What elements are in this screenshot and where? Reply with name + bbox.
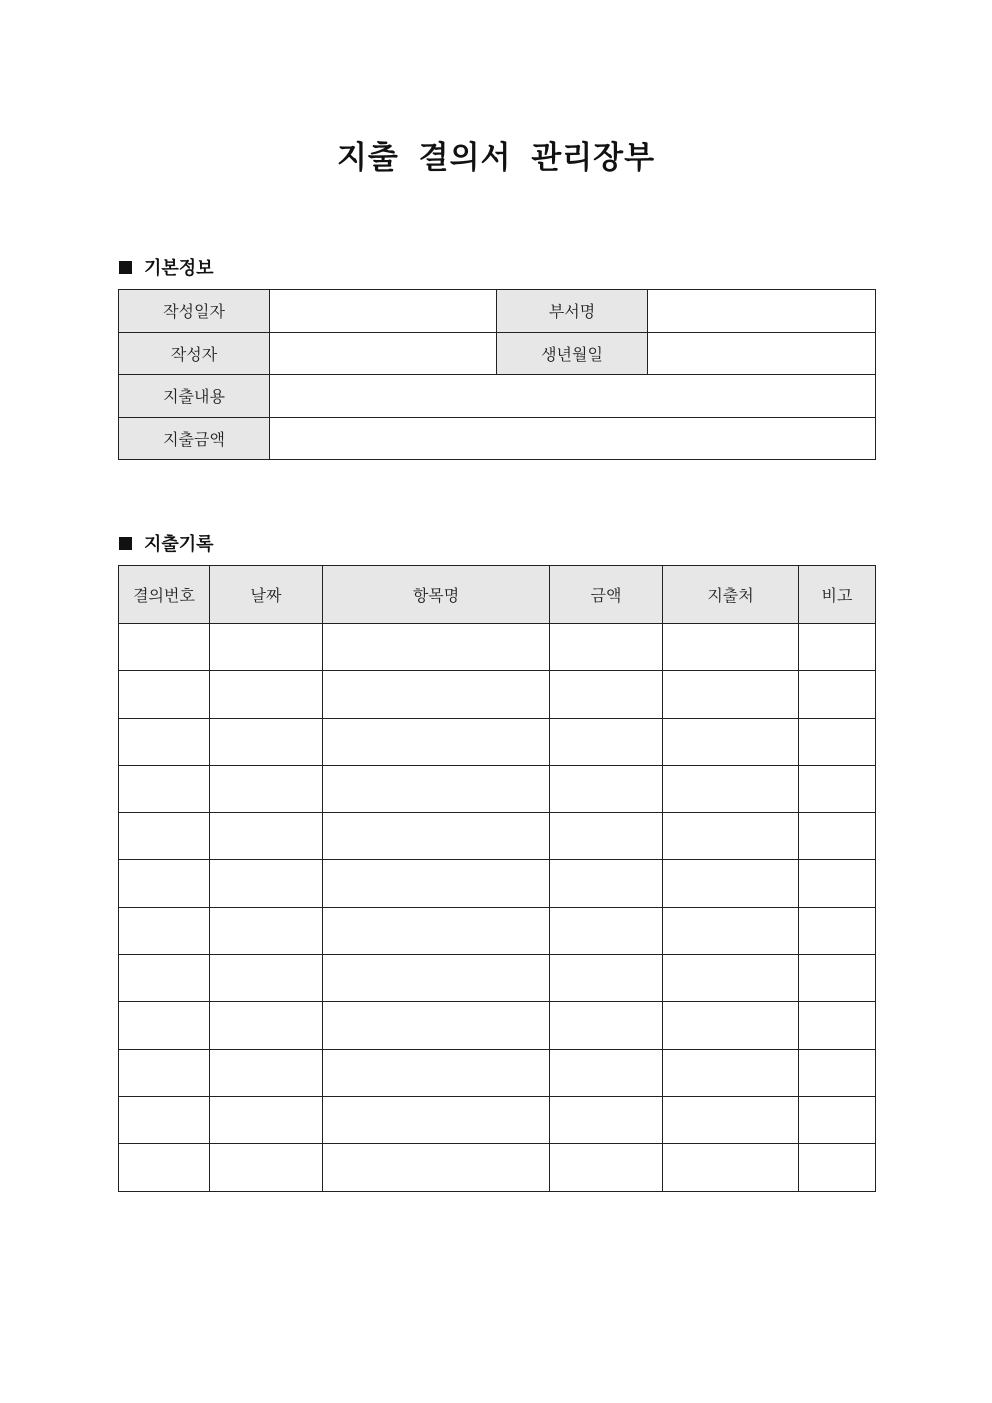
item-name-cell[interactable] xyxy=(323,718,550,765)
remarks-cell[interactable] xyxy=(799,955,876,1002)
payee-cell[interactable] xyxy=(663,1002,799,1049)
table-header-row xyxy=(119,566,876,624)
resolution-number-cell[interactable] xyxy=(119,1096,210,1143)
payee-cell[interactable] xyxy=(663,955,799,1002)
table-row xyxy=(119,332,876,375)
resolution-number-cell[interactable] xyxy=(119,1002,210,1049)
department-field[interactable] xyxy=(648,290,876,333)
table-row xyxy=(119,624,876,671)
author-label: 작성자 xyxy=(119,332,270,375)
item-name-cell[interactable] xyxy=(323,671,550,718)
remarks-cell[interactable] xyxy=(799,907,876,954)
resolution-number-cell[interactable] xyxy=(119,624,210,671)
amount-cell[interactable] xyxy=(550,813,663,860)
remarks-cell[interactable] xyxy=(799,1002,876,1049)
table-row xyxy=(119,718,876,765)
resolution-number-cell[interactable] xyxy=(119,1144,210,1191)
square-bullet-icon xyxy=(119,261,132,274)
column-header-remarks: 비고 xyxy=(799,566,876,624)
date-written-label: 작성일자 xyxy=(119,290,270,333)
item-name-cell[interactable] xyxy=(323,1002,550,1049)
item-name-cell[interactable] xyxy=(323,813,550,860)
date-cell[interactable] xyxy=(210,718,323,765)
item-name-cell[interactable] xyxy=(323,765,550,812)
payee-cell[interactable] xyxy=(663,1096,799,1143)
table-row xyxy=(119,813,876,860)
payee-cell[interactable] xyxy=(663,860,799,907)
basic-info-table xyxy=(118,289,876,460)
item-name-cell[interactable] xyxy=(323,860,550,907)
amount-cell[interactable] xyxy=(550,860,663,907)
remarks-cell[interactable] xyxy=(799,671,876,718)
remarks-cell[interactable] xyxy=(799,624,876,671)
table-row xyxy=(119,417,876,460)
date-cell[interactable] xyxy=(210,671,323,718)
resolution-number-cell[interactable] xyxy=(119,860,210,907)
date-cell[interactable] xyxy=(210,907,323,954)
item-name-cell[interactable] xyxy=(323,955,550,1002)
records-body xyxy=(119,624,876,1192)
amount-cell[interactable] xyxy=(550,765,663,812)
payee-cell[interactable] xyxy=(663,1144,799,1191)
amount-cell[interactable] xyxy=(550,1002,663,1049)
remarks-cell[interactable] xyxy=(799,765,876,812)
resolution-number-cell[interactable] xyxy=(119,718,210,765)
department-label: 부서명 xyxy=(497,290,648,333)
column-header-payee: 지출처 xyxy=(663,566,799,624)
column-header-date: 날짜 xyxy=(210,566,323,624)
date-written-field[interactable] xyxy=(270,290,497,333)
remarks-cell[interactable] xyxy=(799,1096,876,1143)
date-cell[interactable] xyxy=(210,1096,323,1143)
table-row xyxy=(119,290,876,333)
date-cell[interactable] xyxy=(210,624,323,671)
column-header-resolution-number: 결의번호 xyxy=(119,566,210,624)
date-cell[interactable] xyxy=(210,1002,323,1049)
remarks-cell[interactable] xyxy=(799,718,876,765)
table-row xyxy=(119,860,876,907)
basic-info-heading-text: 기본정보 xyxy=(144,258,214,279)
expense-amount-label: 지출금액 xyxy=(119,417,270,460)
column-header-amount: 금액 xyxy=(550,566,663,624)
date-cell[interactable] xyxy=(210,1049,323,1096)
table-row xyxy=(119,907,876,954)
resolution-number-cell[interactable] xyxy=(119,955,210,1002)
table-row xyxy=(119,671,876,718)
amount-cell[interactable] xyxy=(550,624,663,671)
remarks-cell[interactable] xyxy=(799,813,876,860)
item-name-cell[interactable] xyxy=(323,624,550,671)
table-row xyxy=(119,1096,876,1143)
basic-info-heading xyxy=(119,254,214,280)
table-row xyxy=(119,765,876,812)
resolution-number-cell[interactable] xyxy=(119,1049,210,1096)
amount-cell[interactable] xyxy=(550,1144,663,1191)
expense-amount-field[interactable] xyxy=(270,417,876,460)
item-name-cell[interactable] xyxy=(323,1144,550,1191)
resolution-number-cell[interactable] xyxy=(119,671,210,718)
column-header-item-name: 항목명 xyxy=(323,566,550,624)
amount-cell[interactable] xyxy=(550,718,663,765)
date-cell[interactable] xyxy=(210,765,323,812)
remarks-cell[interactable] xyxy=(799,1144,876,1191)
remarks-cell[interactable] xyxy=(799,860,876,907)
table-row xyxy=(119,1144,876,1191)
date-cell[interactable] xyxy=(210,955,323,1002)
item-name-cell[interactable] xyxy=(323,1049,550,1096)
payee-cell[interactable] xyxy=(663,813,799,860)
payee-cell[interactable] xyxy=(663,624,799,671)
square-bullet-icon xyxy=(119,537,132,550)
amount-cell[interactable] xyxy=(550,671,663,718)
item-name-cell[interactable] xyxy=(323,1096,550,1143)
table-row xyxy=(119,955,876,1002)
date-cell[interactable] xyxy=(210,860,323,907)
table-row xyxy=(119,375,876,418)
table-row xyxy=(119,1049,876,1096)
birth-date-label: 생년월일 xyxy=(497,332,648,375)
expense-content-field[interactable] xyxy=(270,375,876,418)
resolution-number-cell[interactable] xyxy=(119,765,210,812)
amount-cell[interactable] xyxy=(550,955,663,1002)
resolution-number-cell[interactable] xyxy=(119,907,210,954)
payee-cell[interactable] xyxy=(663,765,799,812)
amount-cell[interactable] xyxy=(550,1049,663,1096)
page-title: 지출 결의서 관리장부 xyxy=(336,140,656,176)
birth-date-field[interactable] xyxy=(648,332,876,375)
expense-content-label: 지출내용 xyxy=(119,375,270,418)
payee-cell[interactable] xyxy=(663,1049,799,1096)
amount-cell[interactable] xyxy=(550,1096,663,1143)
resolution-number-cell[interactable] xyxy=(119,813,210,860)
records-heading-text: 지출기록 xyxy=(144,534,214,555)
payee-cell[interactable] xyxy=(663,718,799,765)
amount-cell[interactable] xyxy=(550,907,663,954)
records-heading xyxy=(119,530,214,556)
payee-cell[interactable] xyxy=(663,671,799,718)
item-name-cell[interactable] xyxy=(323,907,550,954)
expense-records-table xyxy=(118,565,876,1192)
date-cell[interactable] xyxy=(210,813,323,860)
table-row xyxy=(119,1002,876,1049)
payee-cell[interactable] xyxy=(663,907,799,954)
date-cell[interactable] xyxy=(210,1144,323,1191)
remarks-cell[interactable] xyxy=(799,1049,876,1096)
author-field[interactable] xyxy=(270,332,497,375)
